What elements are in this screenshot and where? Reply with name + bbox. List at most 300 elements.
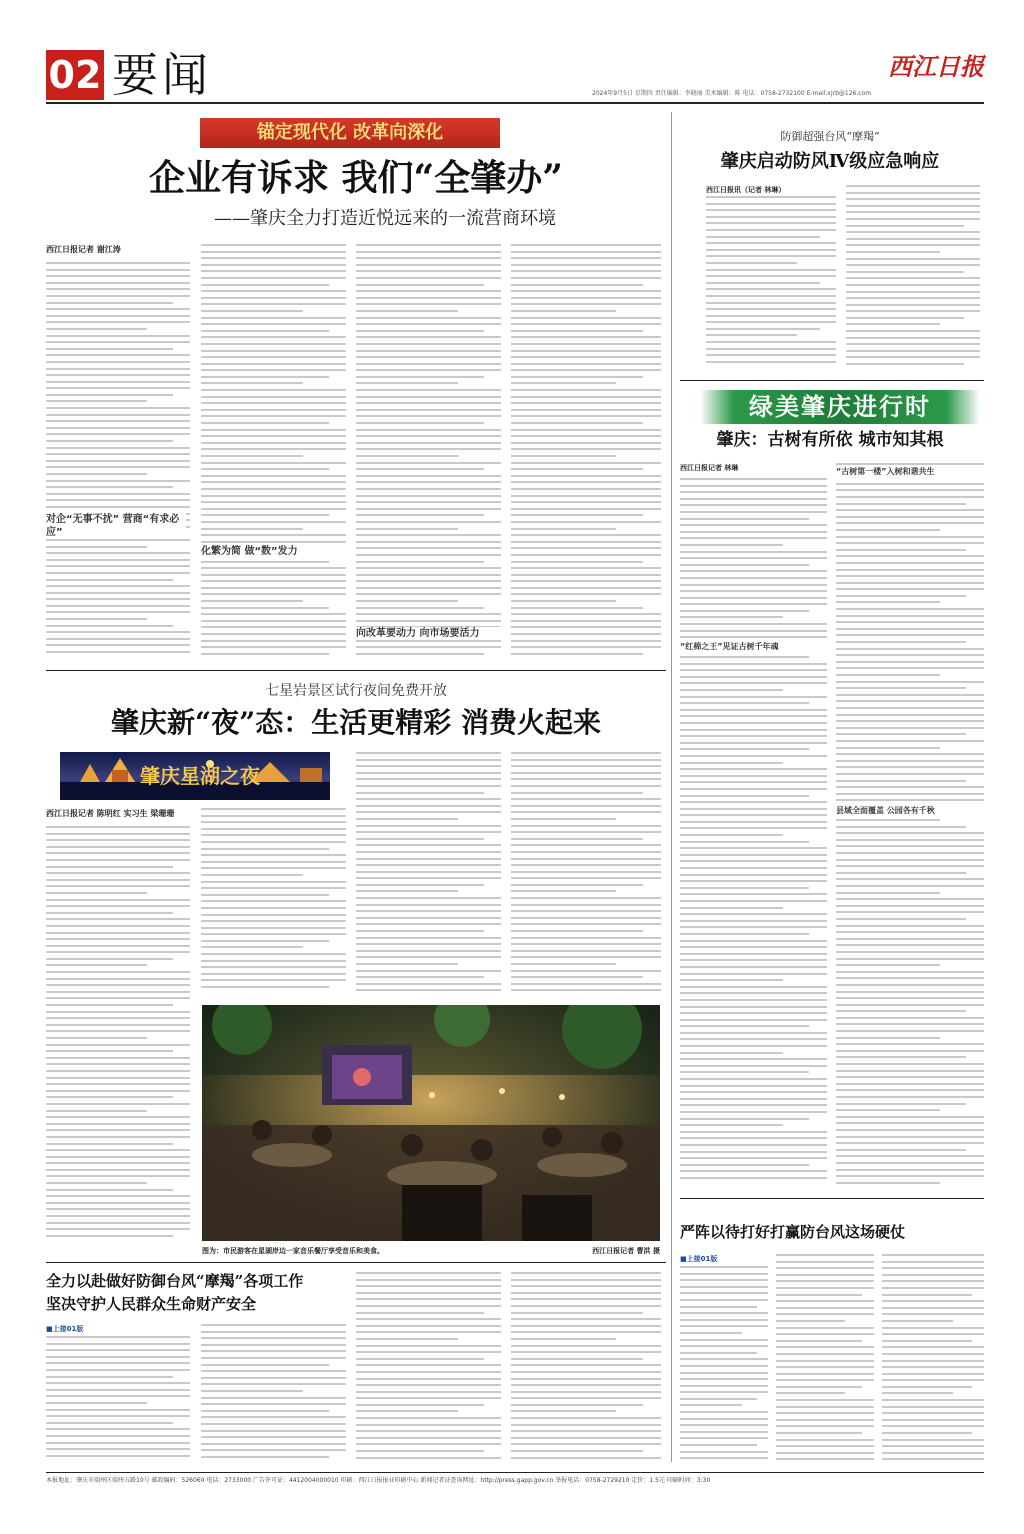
text-line <box>511 376 643 378</box>
reform-banner: 锚定现代化 改革向深化 <box>200 118 500 148</box>
text-line <box>776 1280 874 1282</box>
text-line <box>680 1012 827 1014</box>
text-line <box>201 475 346 477</box>
night-title: 肇庆新“夜”态：生活更精彩 消费火起来 <box>111 706 601 739</box>
text-line <box>201 422 329 424</box>
text-line <box>46 473 147 475</box>
text-line <box>356 429 501 431</box>
text-line <box>836 569 984 571</box>
text-line <box>356 1318 501 1320</box>
lead-subtitle: ——肇庆全力打造近悦远来的一流营商环境 <box>214 208 556 229</box>
text-line <box>836 1023 984 1025</box>
text-line <box>680 1058 827 1060</box>
text-line <box>511 330 643 332</box>
text-line <box>511 884 643 886</box>
text-line <box>46 407 190 409</box>
text-line <box>836 951 984 953</box>
text-line <box>356 1384 501 1386</box>
text-line <box>46 1162 190 1164</box>
text-line <box>46 420 190 422</box>
text-line <box>511 257 661 259</box>
text-line <box>511 633 661 635</box>
text-line <box>201 1390 303 1392</box>
text-line <box>356 871 501 873</box>
text-line <box>356 917 501 919</box>
text-line <box>46 951 190 953</box>
page-number: 02 <box>48 53 102 97</box>
text-line <box>846 258 980 260</box>
text-line <box>201 1416 346 1418</box>
text-line <box>680 735 827 737</box>
text-line <box>680 854 827 856</box>
text-line <box>201 270 346 272</box>
text-line <box>882 1406 984 1408</box>
text-line <box>836 674 940 676</box>
text-line <box>846 271 964 273</box>
night-banner-image <box>60 752 330 800</box>
text-line <box>201 310 303 312</box>
lead-subhead-1: 对企“无事不扰” 营商“有求必应” <box>46 513 186 539</box>
text-line <box>680 1319 768 1321</box>
text-line <box>201 435 346 437</box>
text-line <box>46 611 190 613</box>
text-line <box>680 610 809 612</box>
text-line <box>680 544 783 546</box>
text-line <box>46 433 190 435</box>
text-line <box>680 847 827 849</box>
text-line <box>511 508 661 510</box>
text-line <box>680 781 827 783</box>
text-line <box>511 923 661 925</box>
text-line <box>776 1412 874 1414</box>
text-line <box>836 1070 984 1072</box>
text-line <box>356 462 501 464</box>
text-line <box>836 898 984 900</box>
text-line <box>511 422 643 424</box>
text-line <box>46 839 190 841</box>
text-line <box>356 976 484 978</box>
text-line <box>882 1458 984 1460</box>
text-line <box>882 1392 953 1394</box>
text-line <box>511 1430 661 1432</box>
text-line <box>836 496 984 498</box>
text-line <box>836 760 984 762</box>
text-line <box>836 694 984 696</box>
text-line <box>46 1356 190 1358</box>
text-line <box>680 966 827 968</box>
text-line <box>511 270 661 272</box>
text-line <box>201 1331 346 1333</box>
text-line <box>356 1450 484 1452</box>
text-line <box>46 1235 173 1237</box>
text-line <box>680 715 827 717</box>
text-line <box>836 555 984 557</box>
text-line <box>706 196 836 198</box>
text-line <box>356 877 501 879</box>
text-line <box>356 1272 501 1274</box>
text-line <box>46 1044 190 1046</box>
text-line <box>511 481 661 483</box>
text-line <box>511 640 661 642</box>
text-line <box>680 1451 768 1453</box>
lead-title: 企业有诉求 我们“全肇办” <box>149 157 563 199</box>
text-line <box>776 1307 874 1309</box>
text-line <box>836 1050 984 1052</box>
text-line <box>836 740 984 742</box>
typhoon-work-column-4 <box>511 1272 661 1466</box>
text-line <box>680 1045 827 1047</box>
battle-tag: ■上接01版 <box>680 1255 718 1263</box>
text-line <box>201 1423 346 1425</box>
text-line <box>680 1052 783 1054</box>
text-line <box>511 1318 661 1320</box>
text-line <box>836 648 984 650</box>
text-line <box>201 613 346 615</box>
text-line <box>680 1398 757 1400</box>
text-line <box>46 958 173 960</box>
text-line <box>706 222 836 224</box>
text-line <box>680 893 827 895</box>
text-line <box>511 290 661 292</box>
masthead-meta: 2024年9月5日 星期四 责任编辑：李晓丽 美术编辑：陈 电话：0758-2732100 E-mail:xjrb@126.com <box>592 90 872 97</box>
typhoon-column-1 <box>706 196 836 370</box>
text-line <box>680 1111 827 1113</box>
text-line <box>46 1017 190 1019</box>
text-line <box>46 905 190 907</box>
battle-column-3 <box>882 1254 984 1466</box>
text-line <box>680 808 827 810</box>
text-line <box>680 564 809 566</box>
text-line <box>511 369 661 371</box>
text-line <box>201 966 346 968</box>
text-line <box>356 376 484 378</box>
night-column-2 <box>201 808 346 998</box>
text-line <box>706 334 797 336</box>
text-line <box>836 628 984 630</box>
text-line <box>46 361 190 363</box>
text-line <box>511 475 661 477</box>
text-line <box>46 885 190 887</box>
text-line <box>706 209 836 211</box>
text-line <box>836 489 984 491</box>
text-line <box>356 284 484 286</box>
text-line <box>511 435 661 437</box>
text-line <box>511 844 661 846</box>
text-line <box>46 1011 190 1013</box>
text-line <box>836 997 984 999</box>
text-line <box>776 1294 862 1296</box>
text-line <box>511 765 661 767</box>
text-line <box>46 592 190 594</box>
text-line <box>201 587 346 589</box>
text-line <box>511 798 661 800</box>
text-line <box>776 1340 862 1342</box>
paper-logo: 西江日报 <box>888 52 984 81</box>
text-line <box>46 938 190 940</box>
text-line <box>511 950 661 952</box>
text-line <box>836 536 984 538</box>
text-line <box>201 861 346 863</box>
text-line <box>356 1378 501 1380</box>
text-line <box>836 865 984 867</box>
text-line <box>706 236 820 238</box>
text-line <box>201 481 346 483</box>
text-line <box>511 759 661 761</box>
text-line <box>680 821 827 823</box>
text-line <box>846 350 980 352</box>
text-line <box>776 1267 874 1269</box>
text-line <box>776 1360 874 1362</box>
text-line <box>511 336 661 338</box>
text-line <box>46 833 190 835</box>
text-line <box>680 623 827 625</box>
text-line <box>201 1370 346 1372</box>
text-line <box>511 1391 661 1393</box>
text-line <box>356 303 501 305</box>
text-line <box>46 1030 190 1032</box>
text-line <box>882 1294 972 1296</box>
typhoon-work-column-1 <box>46 1336 190 1466</box>
text-line <box>511 1417 661 1419</box>
text-line <box>201 960 346 962</box>
text-line <box>201 607 329 609</box>
text-line <box>882 1340 972 1342</box>
text-line <box>511 547 661 549</box>
text-line <box>356 547 501 549</box>
text-line <box>511 567 661 569</box>
text-line <box>201 534 346 536</box>
text-line <box>201 257 346 259</box>
text-line <box>201 429 346 431</box>
text-line <box>356 567 501 569</box>
text-line <box>201 646 346 648</box>
text-line <box>511 580 661 582</box>
text-line <box>511 1364 661 1366</box>
text-line <box>201 389 346 391</box>
text-line <box>511 1437 661 1439</box>
text-line <box>46 1428 190 1430</box>
text-line <box>882 1320 953 1322</box>
text-line <box>836 944 984 946</box>
text-line <box>46 400 147 402</box>
text-line <box>356 1338 458 1340</box>
typhoon-work-tag: ■上接01版 <box>46 1325 84 1333</box>
text-line <box>356 396 501 398</box>
text-line <box>511 917 661 919</box>
text-line <box>356 587 501 589</box>
text-line <box>680 616 783 618</box>
text-line <box>680 880 827 882</box>
text-line <box>511 574 661 576</box>
text-line <box>680 900 827 902</box>
text-line <box>836 925 984 927</box>
text-line <box>511 409 661 411</box>
text-line <box>511 323 661 325</box>
text-line <box>882 1439 984 1441</box>
text-line <box>356 382 458 384</box>
trees-column-2 <box>836 463 984 1190</box>
text-line <box>46 1037 147 1039</box>
text-line <box>836 984 984 986</box>
text-line <box>836 1017 984 1019</box>
text-line <box>680 1131 827 1133</box>
battle-title: 严阵以待打好打赢防台风这场硬仗 <box>680 1223 906 1241</box>
text-line <box>356 317 501 319</box>
text-line <box>46 1103 190 1105</box>
text-line <box>776 1300 874 1302</box>
text-line <box>356 989 501 991</box>
text-line <box>680 999 827 1001</box>
text-line <box>356 1417 501 1419</box>
text-line <box>511 1351 661 1353</box>
text-line <box>201 356 346 358</box>
text-line <box>680 1378 768 1380</box>
text-line <box>680 1444 757 1446</box>
text-line <box>882 1274 984 1276</box>
text-line <box>46 486 173 488</box>
text-line <box>356 858 501 860</box>
green-banner: 绿美肇庆进行时 <box>700 390 980 424</box>
text-line <box>356 468 484 470</box>
text-line <box>46 1195 190 1197</box>
text-line <box>356 475 501 477</box>
text-line <box>846 192 980 194</box>
text-line <box>836 931 984 933</box>
text-line <box>680 887 809 889</box>
text-line <box>511 501 661 503</box>
text-line <box>776 1254 874 1256</box>
text-line <box>511 1358 643 1360</box>
text-line <box>511 297 661 299</box>
text-line <box>680 1266 768 1268</box>
text-line <box>511 943 661 945</box>
text-line <box>46 394 173 396</box>
text-line <box>201 1350 346 1352</box>
text-line <box>46 387 190 389</box>
lead-column-3 <box>356 244 501 660</box>
text-line <box>511 805 661 807</box>
text-line <box>46 1382 190 1384</box>
text-line <box>680 696 827 698</box>
text-line <box>776 1353 874 1355</box>
text-line <box>46 1063 190 1065</box>
section-title: 要闻 <box>112 48 212 102</box>
lead-byline: 西江日报记者 谢江涛 <box>46 245 121 254</box>
text-line <box>356 1424 501 1426</box>
text-line <box>201 1344 346 1346</box>
text-line <box>356 772 501 774</box>
text-line <box>46 918 190 920</box>
text-line <box>836 1096 984 1098</box>
lead-subhead-2: 化繁为简 做“数”发力 <box>201 545 346 558</box>
text-line <box>836 885 984 887</box>
text-line <box>680 1104 827 1106</box>
text-line <box>836 832 984 834</box>
text-line <box>776 1327 874 1329</box>
text-line <box>46 872 190 874</box>
text-line <box>846 304 980 306</box>
text-line <box>846 244 980 246</box>
text-line <box>46 447 190 449</box>
text-line <box>680 788 827 790</box>
text-line <box>201 541 346 543</box>
text-line <box>511 864 661 866</box>
text-line <box>776 1458 874 1460</box>
text-line <box>46 453 190 455</box>
trees-subhead-1: “古树第一楼”入树和谐共生 <box>836 465 984 478</box>
text-line <box>511 811 661 813</box>
text-line <box>356 541 501 543</box>
text-line <box>511 1371 661 1373</box>
text-line <box>836 529 940 531</box>
text-line <box>356 956 501 958</box>
text-line <box>46 302 173 304</box>
text-line <box>511 264 661 266</box>
text-line <box>680 1038 827 1040</box>
text-line <box>706 229 836 231</box>
text-line <box>836 687 966 689</box>
text-line <box>201 600 303 602</box>
text-line <box>836 516 984 518</box>
text-line <box>836 878 984 880</box>
text-line <box>511 1410 616 1412</box>
text-line <box>46 493 190 495</box>
text-line <box>680 827 827 829</box>
text-line <box>836 780 966 782</box>
text-line <box>356 1305 501 1307</box>
text-line <box>46 1222 190 1224</box>
text-line <box>201 933 346 935</box>
text-line <box>846 317 964 319</box>
text-line <box>846 343 980 345</box>
text-line <box>680 1352 757 1354</box>
text-line <box>201 834 346 836</box>
text-line <box>680 959 827 961</box>
text-line <box>680 537 827 539</box>
text-line <box>846 356 980 358</box>
night-column-4 <box>511 752 661 998</box>
text-line <box>356 310 458 312</box>
text-line <box>680 986 827 988</box>
text-line <box>201 323 346 325</box>
text-line <box>356 574 501 576</box>
text-line <box>846 205 980 207</box>
text-line <box>356 1391 501 1393</box>
text-line <box>356 488 501 490</box>
text-line <box>680 557 827 559</box>
text-line <box>680 1279 768 1281</box>
text-line <box>511 389 661 391</box>
text-line <box>201 881 346 883</box>
text-line <box>201 317 346 319</box>
text-line <box>882 1419 984 1421</box>
text-line <box>46 341 190 343</box>
text-line <box>836 1004 984 1006</box>
text-line <box>511 1298 661 1300</box>
text-line <box>836 1037 940 1039</box>
text-line <box>356 818 458 820</box>
text-line <box>46 1175 190 1177</box>
text-line <box>511 1397 661 1399</box>
text-line <box>201 920 346 922</box>
text-line <box>201 1364 329 1366</box>
text-line <box>511 1378 661 1380</box>
text-line <box>680 1071 809 1073</box>
text-line <box>201 1324 346 1326</box>
text-line <box>46 368 190 370</box>
text-line <box>201 940 329 942</box>
text-line <box>356 350 501 352</box>
